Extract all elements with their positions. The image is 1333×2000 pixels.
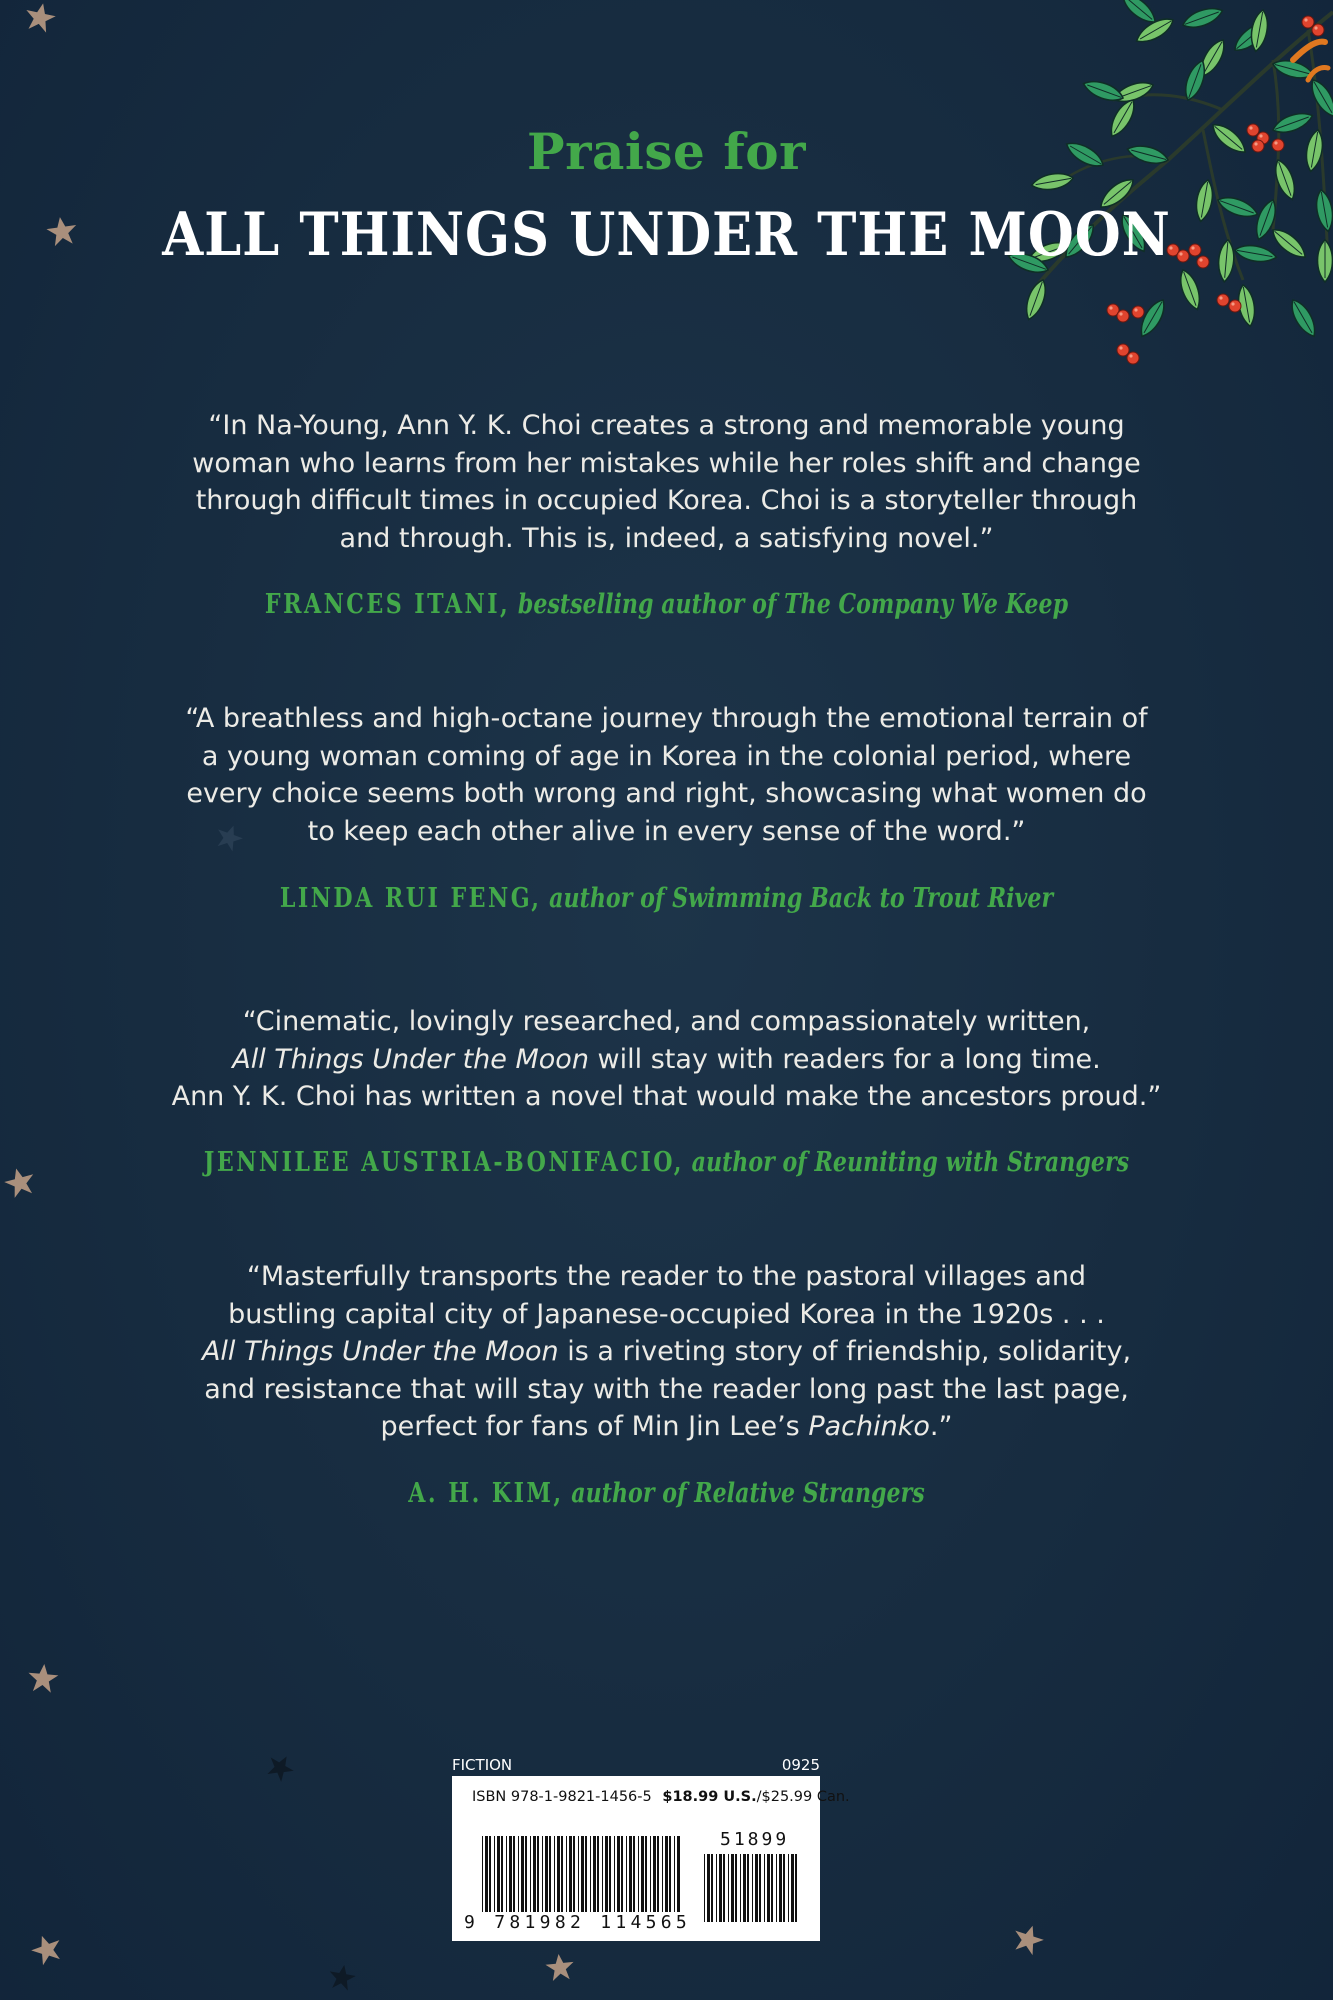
barcode-bar <box>650 1836 651 1912</box>
barcode-bar <box>677 1836 680 1912</box>
quote-line: “In Na-Young, Ann Y. K. Choi creates a strong and memorable young <box>208 410 1125 441</box>
quote-line: woman who learns from her mistakes while her roles shift and change <box>192 447 1141 479</box>
barcode-bar <box>755 1854 758 1922</box>
barcode-bar <box>494 1836 495 1912</box>
quote-line: Ann Y. K. Choi has written a novel that would make the ancestors proud.” <box>171 1081 1162 1112</box>
quote-line: All Things Under the Moon will stay with readers for a long time. <box>232 1043 1101 1075</box>
barcode-bar <box>542 1836 543 1912</box>
barcode-bar <box>554 1836 555 1912</box>
barcode-bar <box>653 1836 656 1912</box>
barcode-bar <box>497 1836 500 1912</box>
barcode-bar <box>581 1836 584 1912</box>
quote-italic: All Things Under the Moon <box>232 1043 589 1075</box>
barcode-bar <box>621 1836 623 1912</box>
barcode-bar <box>557 1836 560 1912</box>
quote-text: perfect for fans of Min Jin Lee’s <box>380 1411 809 1442</box>
barcode-bar <box>585 1836 587 1912</box>
quote-line: “Masterfully transports the reader to the pastoral villages and <box>246 1261 1087 1292</box>
barcode-bar <box>530 1836 531 1912</box>
barcode-bar <box>764 1854 765 1922</box>
barcode-bar <box>518 1836 519 1912</box>
reviewer-name: FRANCES ITANI, <box>264 589 511 620</box>
barcode-bar <box>626 1836 627 1912</box>
barcode-addon-digits: 51899 <box>720 1829 790 1850</box>
barcode-bar <box>566 1836 567 1912</box>
barcode-bar <box>669 1836 671 1912</box>
quote-line: and resistance that will stay with the reader long past the last page, <box>204 1373 1129 1405</box>
reviewer-role: bestselling author of <box>517 589 777 620</box>
reviewer-book: The Company We Keep <box>784 589 1069 620</box>
quote-text: .” <box>929 1411 953 1442</box>
barcode-bar <box>602 1836 603 1912</box>
barcode-bar <box>549 1836 551 1912</box>
review-quote <box>140 1258 1193 1446</box>
barcode-bar <box>545 1836 548 1912</box>
barcode-bar <box>728 1854 729 1922</box>
barcode-bar <box>731 1854 734 1922</box>
barcode-bar <box>501 1836 503 1912</box>
barcode-bar <box>533 1836 536 1912</box>
reviewer-role: author of <box>571 1478 687 1509</box>
praise-heading: Praise for <box>527 122 806 181</box>
reviewer-book: Swimming Back to Trout River <box>672 883 1054 914</box>
barcode-bar <box>509 1836 512 1912</box>
barcode-bar <box>482 1836 483 1912</box>
barcode-bar <box>747 1854 749 1922</box>
barcode-bar <box>740 1854 741 1922</box>
barcode-bar <box>629 1836 632 1912</box>
barcode-bar <box>513 1836 515 1912</box>
review-attribution <box>120 883 1213 914</box>
barcode-bar <box>783 1854 785 1922</box>
quote-line: to keep each other alive in every sense of the word.” <box>307 815 1026 847</box>
review-quote <box>140 1003 1193 1116</box>
review-attribution <box>120 589 1213 620</box>
quote-line: every choice seems both wrong and right, showcasing what women do <box>186 778 1147 809</box>
barcode-bar <box>561 1836 563 1912</box>
barcode-bar <box>716 1854 717 1922</box>
review-attribution <box>120 1147 1213 1178</box>
barcode-bar <box>573 1836 575 1912</box>
barcode-bar <box>614 1836 615 1912</box>
book-title: ALL THINGS UNDER THE MOON <box>162 200 1171 270</box>
price-us: $18.99 U.S. <box>662 1789 757 1805</box>
barcode-bar <box>590 1836 591 1912</box>
barcode-bar <box>485 1836 488 1912</box>
barcode-panel <box>452 1776 850 1941</box>
barcode-bar <box>633 1836 635 1912</box>
barcode-bar <box>779 1854 782 1922</box>
isbn-text: ISBN 978-1-9821-1456-5 <box>472 1789 652 1805</box>
reviewer-book: Relative Strangers <box>694 1478 925 1509</box>
barcode-bar <box>521 1836 524 1912</box>
barcode-bar <box>767 1854 770 1922</box>
barcode-bar <box>665 1836 668 1912</box>
barcode-bar <box>791 1854 794 1922</box>
barcode-bar <box>657 1836 659 1912</box>
barcode-bar <box>759 1854 761 1922</box>
barcode-bar <box>704 1854 705 1922</box>
reviewer-role: author of <box>549 883 665 914</box>
barcode-bar <box>569 1836 572 1912</box>
barcode-bar <box>597 1836 599 1912</box>
review-quote <box>140 700 1193 850</box>
quote-line: “A breathless and high-octane journey through the emotional terrain of <box>185 703 1148 734</box>
barcode-bar <box>662 1836 663 1912</box>
barcode-bar <box>743 1854 746 1922</box>
barcode-bar <box>641 1836 644 1912</box>
barcode-digits: 9 781982 114565 <box>464 1912 692 1933</box>
barcode-bar <box>506 1836 507 1912</box>
barcode-bar <box>795 1854 797 1922</box>
barcode-bar <box>674 1836 675 1912</box>
barcode-bar <box>593 1836 596 1912</box>
reviewer-role: author of <box>691 1147 807 1178</box>
barcode-bar <box>711 1854 713 1922</box>
barcode-bar <box>776 1854 777 1922</box>
quote-italic: Pachinko <box>808 1411 930 1442</box>
quote-text: is a riveting story of friendship, solidarity, <box>558 1336 1132 1367</box>
price-can: /$25.99 Can. <box>756 1789 850 1805</box>
barcode-bar <box>735 1854 737 1922</box>
barcode-bar <box>605 1836 608 1912</box>
barcode-bar <box>771 1854 773 1922</box>
reviewer-name: JENNILEE AUSTRIA-BONIFACIO, <box>203 1147 684 1178</box>
reviewer-name: A. H. KIM, <box>408 1478 564 1509</box>
barcode-bar <box>752 1854 753 1922</box>
barcode-header <box>452 1756 820 1774</box>
review-attribution <box>120 1478 1213 1509</box>
review-quote <box>140 407 1193 557</box>
category-code: 0925 <box>781 1756 820 1774</box>
barcode-bar <box>723 1854 725 1922</box>
barcode-bar <box>489 1836 491 1912</box>
barcode-bar <box>788 1854 789 1922</box>
barcode-bar <box>617 1836 620 1912</box>
quote-line: and through. This is, indeed, a satisfying novel.” <box>339 522 994 554</box>
barcode-bar <box>609 1836 611 1912</box>
barcode-bar <box>707 1854 710 1922</box>
barcode-bar <box>645 1836 647 1912</box>
quote-line: a young woman coming of age in Korea in the colonial period, where <box>201 740 1132 772</box>
barcode-bar <box>525 1836 527 1912</box>
quote-line: “Cinematic, lovingly researched, and compassionately written, <box>242 1006 1091 1037</box>
reviewer-name: LINDA RUI FENG, <box>279 883 542 914</box>
reviewer-book: Reuniting with Strangers <box>814 1147 1130 1178</box>
quote-line: bustling capital city of Japanese-occupied Korea in the 1920s . . . <box>228 1298 1105 1330</box>
barcode-bar <box>537 1836 539 1912</box>
category-label: FICTION <box>452 1756 513 1774</box>
quote-line <box>140 1408 1193 1446</box>
barcode-bar <box>578 1836 579 1912</box>
quote-line <box>140 1333 1193 1371</box>
barcode-bar <box>638 1836 639 1912</box>
quote-line: through difficult times in occupied Korea. Choi is a storyteller through <box>195 485 1138 516</box>
quote-italic: All Things Under the Moon <box>201 1336 559 1367</box>
barcode-bar <box>719 1854 722 1922</box>
